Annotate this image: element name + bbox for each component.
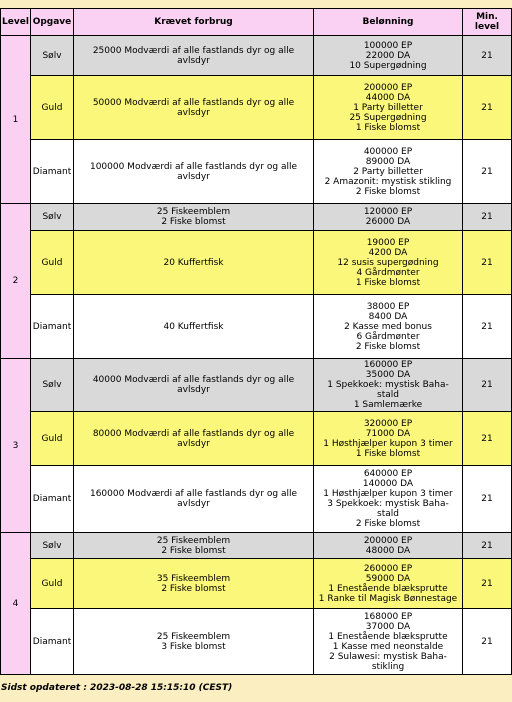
reward-line: stald (377, 509, 399, 519)
task-cell: Sølv (31, 36, 74, 76)
required-line: 3 Fiske blomst (161, 641, 226, 652)
level-cell: 3 (1, 359, 31, 533)
reward-cell (314, 231, 463, 295)
reward-line: 2 Amazonit: mystisk stikling (324, 176, 452, 187)
reward-line: 1 Fiske blomst (355, 448, 421, 459)
reward-line: stikling (371, 661, 405, 672)
reward-line: 3 Spekkoek: mystisk Baha- (327, 499, 449, 509)
required-cell (74, 359, 314, 412)
rewards-table (0, 8, 512, 675)
header-required: Krævet forbrug (74, 9, 314, 36)
required-line: avlsdyr (177, 438, 210, 449)
header-reward: Belønning (314, 9, 463, 36)
task-cell: Diamant (31, 140, 74, 204)
required-cell (74, 412, 314, 466)
required-line: 25 Fiskeemblem (156, 207, 231, 217)
reward-line: 35000 DA (365, 370, 411, 380)
required-cell (74, 36, 314, 76)
reward-line: 1 Høsthjælper kupon 3 timer (323, 489, 453, 499)
task-cell: Guld (31, 559, 74, 609)
reward-cell (314, 533, 463, 559)
reward-line: 200000 EP (363, 82, 413, 93)
reward-line: 100000 EP (363, 40, 413, 51)
reward-line: 12 susis supergødning (337, 257, 439, 268)
required-cell (74, 559, 314, 609)
reward-line: 4 Gårdmønter (356, 267, 420, 278)
reward-line: 2 Fiske blomst (355, 186, 421, 197)
required-line: 160000 Modværdi af alle fastlands dyr og alle (89, 489, 298, 499)
reward-cell (314, 359, 463, 412)
required-line: 25000 Modværdi af alle fastlands dyr og alle (92, 45, 295, 56)
required-line: avlsdyr (177, 107, 210, 118)
reward-line: 2 Fiske blomst (355, 519, 421, 529)
header-row (1, 9, 512, 36)
required-cell (74, 231, 314, 295)
reward-line: stald (377, 390, 399, 400)
reward-cell (314, 609, 463, 675)
required-line: 25 Fiskeemblem (156, 631, 231, 642)
min-level-cell: 21 (463, 609, 512, 675)
reward-line: 200000 EP (363, 535, 413, 546)
reward-line: 4200 DA (368, 247, 408, 258)
required-line: 100000 Modværdi af alle fastlands dyr og alle (89, 161, 298, 172)
header-min-level: Min. level (463, 9, 512, 36)
required-line: 40 Kuffertfisk (163, 321, 224, 332)
level-cell: 4 (1, 533, 31, 675)
min-level-cell: 21 (463, 76, 512, 140)
task-cell: Sølv (31, 533, 74, 559)
reward-cell (314, 559, 463, 609)
reward-line: 1 Enestående blæksprutte (328, 583, 448, 594)
min-level-cell: 21 (463, 559, 512, 609)
reward-cell (314, 412, 463, 466)
table-row (1, 466, 512, 533)
table-row (1, 231, 512, 295)
reward-line: 1 Fiske blomst (355, 122, 421, 133)
reward-cell (314, 295, 463, 359)
task-cell: Diamant (31, 466, 74, 533)
reward-cell (314, 36, 463, 76)
required-cell (74, 295, 314, 359)
last-updated: Sidst opdateret : 2023-08-28 15:15:10 (CEST) (1, 683, 233, 693)
required-line: 80000 Modværdi af alle fastlands dyr og alle (92, 428, 295, 439)
level-cell: 2 (1, 204, 31, 359)
task-cell: Guld (31, 412, 74, 466)
required-line: avlsdyr (177, 55, 210, 66)
level-cell: 1 (1, 36, 31, 204)
reward-line: 48000 DA (365, 545, 411, 556)
reward-cell (314, 204, 463, 231)
reward-line: 22000 DA (365, 50, 411, 61)
task-cell: Diamant (31, 609, 74, 675)
task-cell: Guld (31, 76, 74, 140)
required-line: 2 Fiske blomst (161, 583, 226, 594)
min-level-cell: 21 (463, 295, 512, 359)
required-line: 35 Fiskeemblem (156, 573, 231, 584)
reward-line: 1 Enestående blæksprutte (328, 631, 448, 642)
header-level: Level (1, 9, 31, 36)
min-level-cell: 21 (463, 466, 512, 533)
reward-line: 1 Party billetter (353, 102, 423, 113)
min-level-cell: 21 (463, 359, 512, 412)
required-line: 25 Fiskeemblem (156, 535, 231, 546)
reward-line: 260000 EP (363, 563, 413, 574)
required-cell (74, 204, 314, 231)
reward-line: 1 Fiske blomst (355, 277, 421, 288)
table-row (1, 559, 512, 609)
min-level-cell: 21 (463, 36, 512, 76)
reward-line: 38000 EP (366, 301, 410, 312)
table-body (1, 36, 512, 675)
reward-line: 25 Supergødning (349, 112, 427, 123)
reward-line: 89000 DA (365, 156, 411, 167)
header-task: Opgave (31, 9, 74, 36)
required-line: avlsdyr (177, 499, 210, 509)
table-row (1, 140, 512, 204)
reward-cell (314, 466, 463, 533)
reward-line: 160000 EP (363, 360, 413, 370)
reward-line: 44000 DA (365, 92, 411, 103)
required-line: avlsdyr (177, 385, 210, 395)
table-row (1, 533, 512, 559)
min-level-cell: 21 (463, 533, 512, 559)
reward-line: 8400 DA (368, 311, 408, 322)
min-level-cell: 21 (463, 204, 512, 231)
table-row (1, 76, 512, 140)
required-line: avlsdyr (177, 171, 210, 182)
reward-line: 26000 DA (365, 217, 411, 227)
required-line: 20 Kuffertfisk (163, 257, 224, 268)
reward-line: 2 Kasse med bonus (344, 321, 432, 332)
table-row (1, 204, 512, 231)
required-line: 2 Fiske blomst (161, 545, 226, 556)
reward-line: 2 Party billetter (353, 166, 423, 177)
required-cell (74, 140, 314, 204)
table-row (1, 295, 512, 359)
task-cell: Sølv (31, 204, 74, 231)
reward-line: 400000 EP (363, 146, 413, 157)
reward-line: 320000 EP (363, 418, 413, 429)
reward-line: 1 Høsthjælper kupon 3 timer (323, 438, 453, 449)
reward-line: 2 Fiske blomst (355, 341, 421, 352)
table-row (1, 609, 512, 675)
required-cell (74, 76, 314, 140)
task-cell: Sølv (31, 359, 74, 412)
reward-line: 640000 EP (363, 469, 413, 479)
reward-line: 59000 DA (365, 573, 411, 584)
required-cell (74, 609, 314, 675)
table-row (1, 359, 512, 412)
task-cell: Diamant (31, 295, 74, 359)
reward-line: 1 Kasse med neonstalde (332, 641, 444, 652)
reward-line: 2 Sulawesi: mystisk Baha- (329, 651, 447, 662)
reward-line: 1 Spekkoek: mystisk Baha- (327, 380, 449, 390)
min-level-cell: 21 (463, 231, 512, 295)
reward-line: 1 Samlemærke (353, 400, 423, 410)
reward-line: 140000 DA (362, 479, 414, 489)
task-cell: Guld (31, 231, 74, 295)
reward-line: 71000 DA (365, 428, 411, 439)
required-line: 2 Fiske blomst (161, 217, 226, 227)
reward-line: 1 Ranke til Magisk Bønnestage (318, 593, 458, 604)
required-line: 50000 Modværdi af alle fastlands dyr og alle (92, 97, 295, 108)
reward-line: 120000 EP (363, 207, 413, 217)
required-line: 40000 Modværdi af alle fastlands dyr og alle (92, 375, 295, 385)
reward-cell (314, 76, 463, 140)
reward-line: 168000 EP (363, 611, 413, 622)
required-cell (74, 533, 314, 559)
reward-line: 37000 DA (365, 621, 411, 632)
table-row (1, 412, 512, 466)
reward-line: 19000 EP (366, 237, 410, 248)
reward-line: 6 Gårdmønter (356, 331, 420, 342)
min-level-cell: 21 (463, 412, 512, 466)
min-level-cell: 21 (463, 140, 512, 204)
reward-line: 10 Supergødning (349, 60, 427, 71)
reward-cell (314, 140, 463, 204)
table-row (1, 36, 512, 76)
required-cell (74, 466, 314, 533)
